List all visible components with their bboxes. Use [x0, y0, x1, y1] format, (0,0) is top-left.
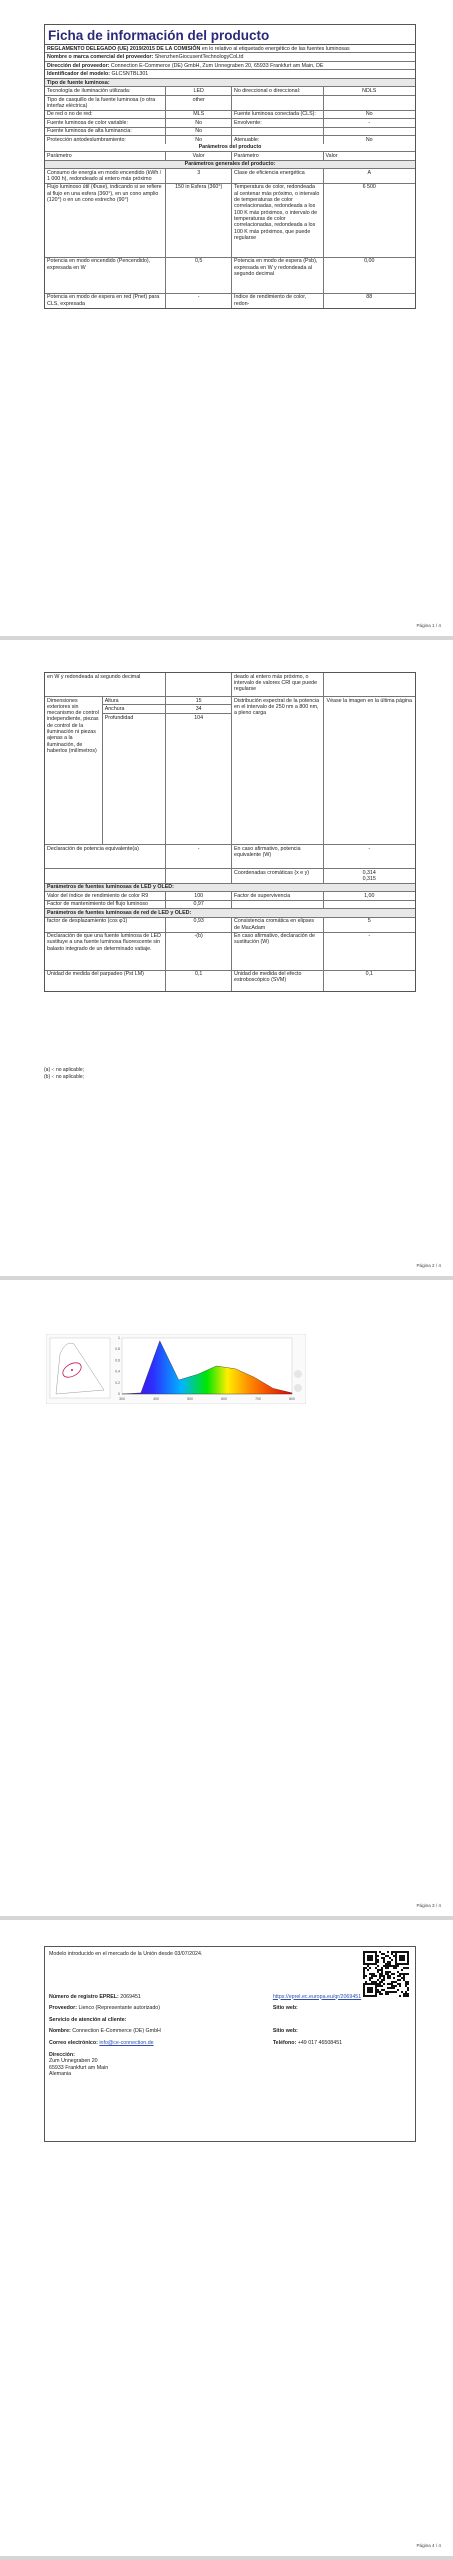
- email-label: Correo electrónico:: [49, 2039, 98, 2046]
- type-param-label: Tecnología de iluminación utilizada:: [45, 87, 166, 94]
- cie-diagram: [50, 1338, 110, 1398]
- table-row: [45, 87, 415, 95]
- address-line-3: Alemania: [49, 2071, 72, 2078]
- spectral-dist-label: Distribución espectral de la potencia en el intervalo de 250 nm a 800 nm, a pleno carga: [232, 697, 324, 844]
- type-param-label-2: No direccional o direccional:: [232, 87, 324, 94]
- gen-param-value-2: A: [367, 169, 372, 176]
- height-label: Altura: [103, 697, 166, 705]
- type-param-value-2: No: [365, 136, 373, 143]
- equiv-power-w-value: -: [368, 845, 371, 852]
- gen-param-value-2: 6 500: [362, 184, 376, 191]
- params-section-header: Parámetros del producto: [198, 144, 262, 151]
- footnote-b: (b) -: no aplicable;: [44, 1074, 85, 1080]
- address-line-1: Zum Unnegraben 20: [49, 2058, 98, 2065]
- r9-value: 100: [166, 892, 232, 899]
- y-tick-label: 0.4: [115, 1369, 120, 1374]
- regulation-subtitle: en lo relativo al etiquetado energético de las fuentes luminosas: [200, 45, 350, 52]
- survival-factor-value: 1,00: [364, 892, 375, 899]
- mains-led-header: Parámetros de fuentes luminosas de red de LED y OLED:: [47, 909, 192, 916]
- general-params-header: Parámetros generales del producto:: [184, 161, 276, 168]
- address-label: Dirección:: [49, 2051, 75, 2058]
- col-header-value-2: Valor: [325, 152, 338, 159]
- x-tick-label: 400: [153, 1397, 159, 1401]
- address-line-2: 65933 Frankfurt am Main: [49, 2064, 109, 2071]
- type-param-value-2: NDLS: [362, 88, 377, 95]
- website-label: Sitio web:: [272, 2005, 298, 2012]
- macadam-label: Consistencia cromática en elipses de MacAdam: [232, 918, 324, 932]
- equiv-power-value: -: [166, 845, 232, 868]
- type-param-value-2: [324, 128, 416, 135]
- survival-factor-label: Factor de supervivencia: [232, 892, 324, 899]
- chromaticity-x: 0,314: [362, 869, 376, 876]
- supplier-name-value: ShenzhenGiocusentTechnologyCoLtd: [153, 54, 244, 61]
- svm-label: Unidad de medida del efecto estroboscópico (SVM): [232, 971, 324, 991]
- footnote-a: (a) -: no aplicable;: [44, 1067, 85, 1073]
- type-param-label-2: Fuente luminosa conectada (CLS):: [232, 111, 324, 118]
- gen-param-value-2: 88: [366, 294, 373, 301]
- page-title: Ficha de información del producto: [45, 25, 415, 45]
- table-row: [45, 184, 415, 258]
- table-row: [45, 294, 415, 308]
- fluorescent-replacement-value: -(b): [166, 933, 232, 970]
- type-param-value: other: [166, 96, 232, 110]
- x-tick-label: 700: [255, 1397, 261, 1401]
- decor-dot: [294, 1384, 302, 1392]
- y-tick-label: 1: [118, 1336, 120, 1340]
- table-row: [45, 111, 415, 119]
- type-param-value: MLS: [166, 111, 232, 118]
- col-header-param-2: Parámetro: [232, 152, 324, 159]
- table-row: [45, 119, 415, 127]
- eprel-value: 2069451: [120, 1993, 141, 2000]
- r9-label: Valor del índice de rendimiento de color R9: [45, 892, 166, 899]
- page-number: Página 4 / 4: [416, 2543, 441, 2548]
- spectral-dist-value: Véase la imagen en la última página: [326, 697, 412, 704]
- standby-net-cont: en W y redondeada al segundo decimal: [45, 673, 166, 696]
- page-3: [0, 1280, 453, 1916]
- dimensions-label: Dimensiones exteriores sin mecanismo de control independiente, piezas de control de la iluminación ni piezas ajenas a la iluminación, de haberlos (milímetros): [45, 697, 103, 844]
- market-intro-text: Modelo introducido en el mercado de la Unión desde 03/07/2024.: [49, 1951, 203, 1957]
- col-header-param: Parámetro: [45, 152, 166, 159]
- x-tick-label: 300: [119, 1397, 125, 1401]
- type-param-value: No: [166, 136, 232, 143]
- model-id-value: GLCSNTBL301: [109, 71, 149, 78]
- gen-param-label: Potencia en modo de espera en red (Pnet) para CLS, expresada: [45, 294, 166, 308]
- name-label: Nombre:: [49, 2028, 71, 2035]
- depth-label: Profundidad: [104, 714, 134, 721]
- equiv-power-w-label: En caso afirmativo, potencia equivalente (W): [232, 845, 324, 868]
- x-tick-label: 500: [187, 1397, 193, 1401]
- spectral-chart-image: [46, 1334, 306, 1404]
- x-tick-label: 600: [221, 1397, 227, 1401]
- type-param-value-2: [324, 96, 416, 110]
- type-param-label: Fuente luminosa de color variable:: [45, 119, 166, 126]
- gen-param-label-2: Temperatura de color, redondeada al centenar más próximo, o intervalo de temperaturas de color correlacionadas, redondeada a los 100 K más próximos, o intervalo de temperaturas de color correlacionadas, redondeada a los 100 K más próximos, que puede regularse: [232, 184, 324, 257]
- type-param-label-2: Atenuable:: [232, 136, 324, 143]
- table-row: [45, 258, 415, 294]
- page-4: [0, 1920, 453, 2556]
- maintenance-factor-value: 0,97: [166, 901, 232, 908]
- type-param-value-2: -: [368, 119, 371, 126]
- customer-service-label: Servicio de atención al cliente:: [49, 2016, 127, 2023]
- replacement-w-value: -: [368, 933, 371, 940]
- gen-param-label-2: Clase de eficiencia energética: [232, 169, 324, 183]
- regulation-title: REGLAMENTO DELEGADO (UE) 2019/2015 DE LA COMISIÓN: [47, 45, 201, 52]
- led-params-header: Parámetros de fuentes luminosas de LED y OLED:: [47, 884, 174, 891]
- x-tick-label: 800: [289, 1397, 295, 1401]
- page-1: [0, 0, 453, 636]
- type-param-label: Tipo de casquillo de la fuente luminosa (o otra interfaz eléctrica): [45, 96, 166, 110]
- supplier-address-label: Dirección del proveedor:: [47, 62, 110, 69]
- gen-param-value: 0,5: [166, 258, 232, 293]
- table-row: [45, 169, 415, 184]
- y-tick-label: 0.8: [115, 1347, 120, 1352]
- provider-value: Lienco (Representante autorizado): [78, 2005, 161, 2012]
- gen-param-label-2: Índice de rendimiento de color, redon-: [232, 294, 324, 308]
- type-param-value: No: [166, 119, 232, 126]
- macadam-value: 5: [367, 918, 371, 925]
- page-number: Página 2 / 4: [416, 1263, 441, 1268]
- registration-frame: [44, 1946, 416, 2142]
- gen-param-value: -: [166, 294, 232, 308]
- eprel-label: Número de registro EPREL:: [49, 1993, 119, 2000]
- footnotes: [44, 1067, 84, 1081]
- type-param-label: De red o no de red:: [45, 111, 166, 118]
- gen-param-label: Consumo de energía en modo encendido (kWh / 1 000 h), redondeado al entero más próximo: [45, 169, 166, 183]
- gen-param-value: 3: [166, 169, 232, 183]
- height-value: 15: [166, 697, 231, 705]
- table-row: [45, 128, 415, 136]
- equiv-power-label: Declaración de potencia equivalente(a): [45, 845, 166, 868]
- website-label-2: Sitio web:: [272, 2028, 298, 2035]
- type-param-label: Fuente luminosa de alta luminancia:: [45, 128, 166, 135]
- displacement-factor-label: factor de desplazamiento (cos φ1): [45, 918, 166, 932]
- page-number: Página 1 / 4: [416, 623, 441, 628]
- type-param-value: No: [166, 128, 232, 135]
- type-param-label-2: [232, 128, 324, 135]
- flicker-value: 0,1: [166, 971, 232, 991]
- cri-cont: deado al entero más próximo, o intervalo de valores CRI que puede regularse: [232, 673, 324, 696]
- type-param-label: Protección antodeslumbramiento:: [45, 136, 166, 143]
- gen-param-value-2: 0,00: [364, 258, 375, 265]
- email-link[interactable]: info@ce-connection.de: [99, 2039, 154, 2046]
- table-row: [45, 96, 415, 111]
- phone-label: Teléfono:: [272, 2039, 297, 2046]
- qr-code-icon[interactable]: [363, 1951, 409, 1997]
- model-id-label: Identificador del modelo:: [47, 71, 110, 78]
- y-tick-label: 0.2: [115, 1380, 120, 1385]
- type-param-value-2: No: [365, 111, 373, 118]
- page-2: [0, 640, 453, 1276]
- supplier-address-value: Connection E-Commerce (DE) GmbH, Zum Unnegraben 20, 65933 Frankfurt am Main, DE: [109, 62, 324, 69]
- gen-param-label: Potencia en modo encendido (Pencendido), expresada en W: [45, 258, 166, 293]
- replacement-w-label: En caso afirmativo, declaración de sustitución (W): [232, 933, 324, 970]
- y-tick-label: 0: [118, 1392, 120, 1396]
- eprel-link[interactable]: https://eprel.ec.europa.eu/qr/2069451: [272, 1993, 362, 2000]
- svm-value: 0,1: [365, 971, 373, 978]
- flicker-label: Unidad de medida del parpadeo (Pst LM): [45, 971, 166, 991]
- table-row: [45, 136, 415, 143]
- maintenance-factor-label: Factor de mantenimiento del flujo luminoso: [45, 901, 166, 908]
- gen-param-label: Flujo luminoso útil (Φuse), indicando si se refiere al flujo en una esfera (360°), en un cono amplio (120°) o en un cono estrecho (90°): [45, 184, 166, 257]
- col-header-value: Valor: [166, 152, 232, 159]
- spectrum-plot: [115, 1336, 295, 1401]
- gen-param-label-2: Potencia en modo de espera (Psb), expresada en W y redondeada al segundo decimal: [232, 258, 324, 293]
- type-param-label-2: Envolvente:: [232, 119, 324, 126]
- phone-value: +49 017 46508451: [297, 2039, 343, 2046]
- type-param-label-2: [232, 96, 324, 110]
- fluorescent-replacement-label: Declaración de que una fuente luminosa de LED sustituye a una fuente luminosa fluorescente sin balasto integrado de un determinado vatiaje.: [45, 933, 166, 970]
- provider-label: Proveedor:: [49, 2005, 77, 2012]
- chromaticity-label: Coordenadas cromáticas (x e y): [232, 869, 324, 883]
- width-label: Anchura: [103, 705, 166, 713]
- light-source-type-header: Tipo de fuente luminosa:: [47, 79, 110, 86]
- displacement-factor-value: 0,93: [166, 918, 232, 932]
- width-value: 34: [166, 705, 231, 713]
- depth-value: 104: [194, 714, 204, 721]
- decor-dot: [294, 1370, 302, 1378]
- name-value: Connection E-Commerce (DE) GmbH: [72, 2028, 161, 2035]
- page-number: Página 3 / 4: [416, 1903, 441, 1908]
- product-sheet-frame: [44, 24, 416, 309]
- product-sheet-frame-2: [44, 672, 416, 992]
- gen-param-value: 150 in Esfera (360°): [166, 184, 232, 257]
- y-tick-label: 0.6: [115, 1358, 120, 1363]
- chromaticity-y: 0,315: [362, 875, 376, 882]
- supplier-name-label: Nombre o marca comercial del proveedor:: [47, 54, 154, 61]
- type-param-value: LED: [166, 87, 232, 94]
